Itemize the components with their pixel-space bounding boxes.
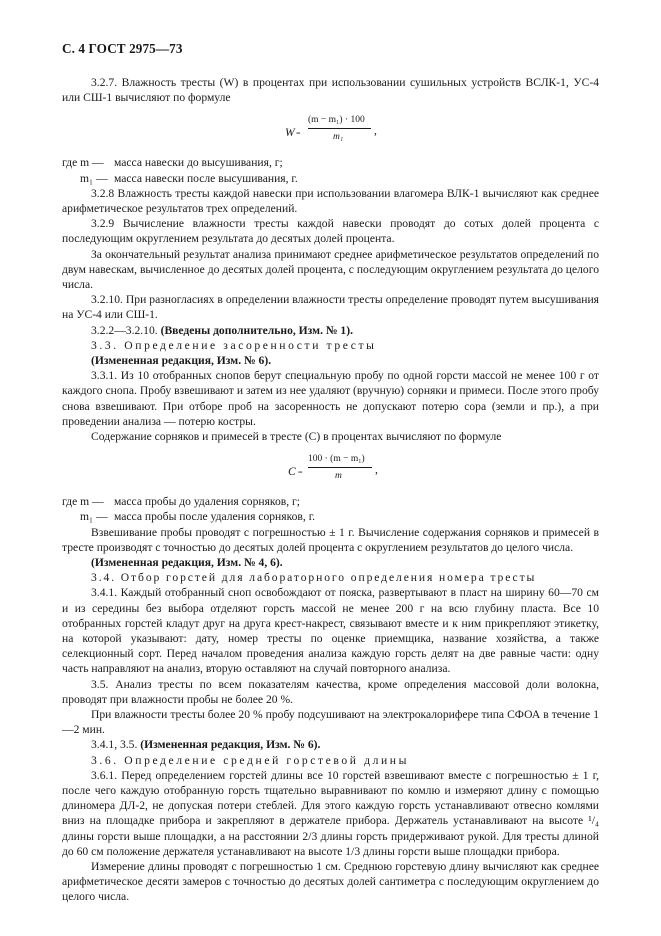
paragraph-3-2-10: 3.2.10. При разногласиях в определении влажности тресты определение проводят путем высушивания на УС-4 или СШ-1. — [62, 293, 599, 322]
page-header: С. 4 ГОСТ 2975—73 — [62, 41, 183, 56]
paragraph-content-formula: Содержание сорняков и примесей в тресте (C) в процентах вычисляют по формуле — [91, 430, 502, 444]
legend-row — [62, 494, 599, 509]
formula-numerator: 100 · (m − m₁) — [308, 454, 365, 465]
revision-note: (Измененная редакция, Изм. № 4, 6). — [91, 556, 283, 570]
paragraph-3-3-1: 3.3.1. Из 10 отобранных снопов берут специальную пробу по одной горсти массой не менее 100 г от каждого снопа. Пробу взвешивают и затем из нее удаляют (вручную) сорняки и примеси. После этого пробу снова взвешивают. При отборе проб на засоренность не допускают потерю сора (земли и пр.), а при проведении анализа — потерю костры. — [62, 369, 599, 428]
page-body — [62, 75, 599, 905]
formula-moisture — [62, 111, 599, 153]
paragraph-final-result: За окончательный результат анализа принимают среднее арифметическое результатов определений по двум навескам, вычисленное до десятых долей процента, с последующим округлением результата до целого числа. — [62, 247, 599, 291]
amendment-note — [62, 323, 599, 338]
paragraph-weighing: Взвешивание пробы проводят с погрешностью ± 1 г. Вычисление содержания сорняков и примесей в тресте производят с точностью до десятых долей процента с округлением результатов до целого числа. — [62, 525, 599, 554]
formula-comma: , — [374, 124, 377, 138]
amendment-ref: 3.4.1, 3.5. — [91, 738, 138, 752]
formula-lhs: C — [288, 465, 296, 479]
formula-comma: , — [375, 463, 378, 477]
paragraph-3-4-1: 3.4.1. Каждый отобранный сноп освобождают от пояска, развертывают в пласт на ширину 60—70 см и из середины без выбора отделяют горсть массой не менее 200 г на всю глубину пласта. Все 10 отобранных горстей кладут друг на друга крест-накрест, связывают вместе и к ним прикрепляют этикетку, на которой указывают: дату, номер тресты по оценке приемщика, название хозяйства, а также селекционный сорт. Перед началом проведения анализа каждую горсть делят на две равные части: одну часть направляют на анализ, вторую оставляют на случай повторного анализа. — [62, 586, 599, 676]
legend-desc: масса пробы до удаления сорняков, г; — [114, 495, 301, 509]
paragraph-3-5: 3.5. Анализ тресты по всем показателям качества, кроме определения массовой доли волокна, проводят при влажности пробы не более 20 %. — [62, 677, 599, 706]
formula-lhs: W — [285, 126, 295, 140]
legend-row — [62, 509, 599, 524]
paragraph-humidity: При влажности тресты более 20 % пробу подсушивают на электрокалорифере типа СФОА в течение 1—2 мин. — [62, 708, 599, 737]
amendment-text: (Введены дополнительно, Изм. № 1). — [160, 323, 353, 337]
legend-term: где m — — [62, 495, 104, 509]
legend-desc: масса навески после высушивания, г. — [114, 171, 298, 185]
paragraph-3-6-1: 3.6.1. Перед определением горстей длины все 10 горстей взвешивают вместе с погрешностью ± 1 г, после чего каждую отобранную горсть тщательно выравнивают по комлю и измеряют длину с помощью длиномера ДЛ-2, не допуская потери стеблей. Для этого каждую горсть устанавливают отвесно комлями вниз на площадке прибора и закрепляют в держателе прибора. Держатель устанавливают на высоте ¹/₄ длины горсти выше площадки, а на расстоянии 2/3 длины горсть придерживают рукой. Для тресты длиной до 60 см положение держателя устанавливают на высоте 1/3 длины горсти выше площадки прибора. — [62, 768, 599, 858]
amendment-ref: 3.2.2—3.2.10. — [91, 323, 158, 337]
paragraph-3-2-8: 3.2.8 Влажность тресты каждой навески при использовании влагомера ВЛК-1 вычисляют как среднее арифметическое результатов трех определений. — [62, 186, 599, 215]
legend-row — [62, 155, 599, 170]
legend-term: где m — — [62, 156, 104, 170]
formula-fraction-line — [308, 467, 372, 468]
formula-equals: = — [298, 468, 303, 478]
formula-equals: = — [296, 129, 301, 139]
section-heading-3-3: 3.3. Определение засоренности тресты — [91, 338, 377, 352]
legend-row — [62, 171, 599, 186]
amendment-note — [62, 737, 599, 752]
formula-weeds — [62, 450, 599, 492]
section-heading-3-4: 3.4. Отбор горстей для лабораторного определения номера тресты — [91, 571, 537, 585]
formula-denominator: m₁ — [333, 132, 344, 143]
paragraph-3-2-7: 3.2.7. Влажность тресты (W) в процентах при использовании сушильных устройств ВСЛК-1, УС-4 или СШ-1 вычисляют по формуле — [62, 76, 599, 105]
legend-desc: масса пробы после удаления сорняков, г. — [114, 510, 316, 524]
section-heading-3-6: 3.6. Определение средней горстевой длины — [91, 753, 409, 767]
formula-numerator: (m − m₁) · 100 — [308, 115, 365, 126]
legend-desc: масса навески до высушивания, г; — [114, 156, 283, 170]
paragraph-3-2-9: 3.2.9 Вычисление влажности тресты каждой навески проводят до сотых долей процента с последующим округлением результата до десятых долей процента. — [62, 217, 599, 246]
formula-fraction-line — [308, 128, 371, 129]
legend-term: m₁ — — [80, 510, 108, 524]
revision-note: (Измененная редакция, Изм. № 6). — [91, 354, 272, 368]
paragraph-length: Измерение длины проводят с погрешностью 1 см. Среднюю горстевую длину вычисляют как среднее арифметическое десяти замеров с точностью до десятых долей сантиметра с последующим округлением до целого числа. — [62, 860, 599, 904]
legend-term: m₁ — — [80, 171, 108, 185]
amendment-text: (Измененная редакция, Изм. № 6). — [140, 738, 321, 752]
formula-denominator: m — [335, 471, 342, 482]
